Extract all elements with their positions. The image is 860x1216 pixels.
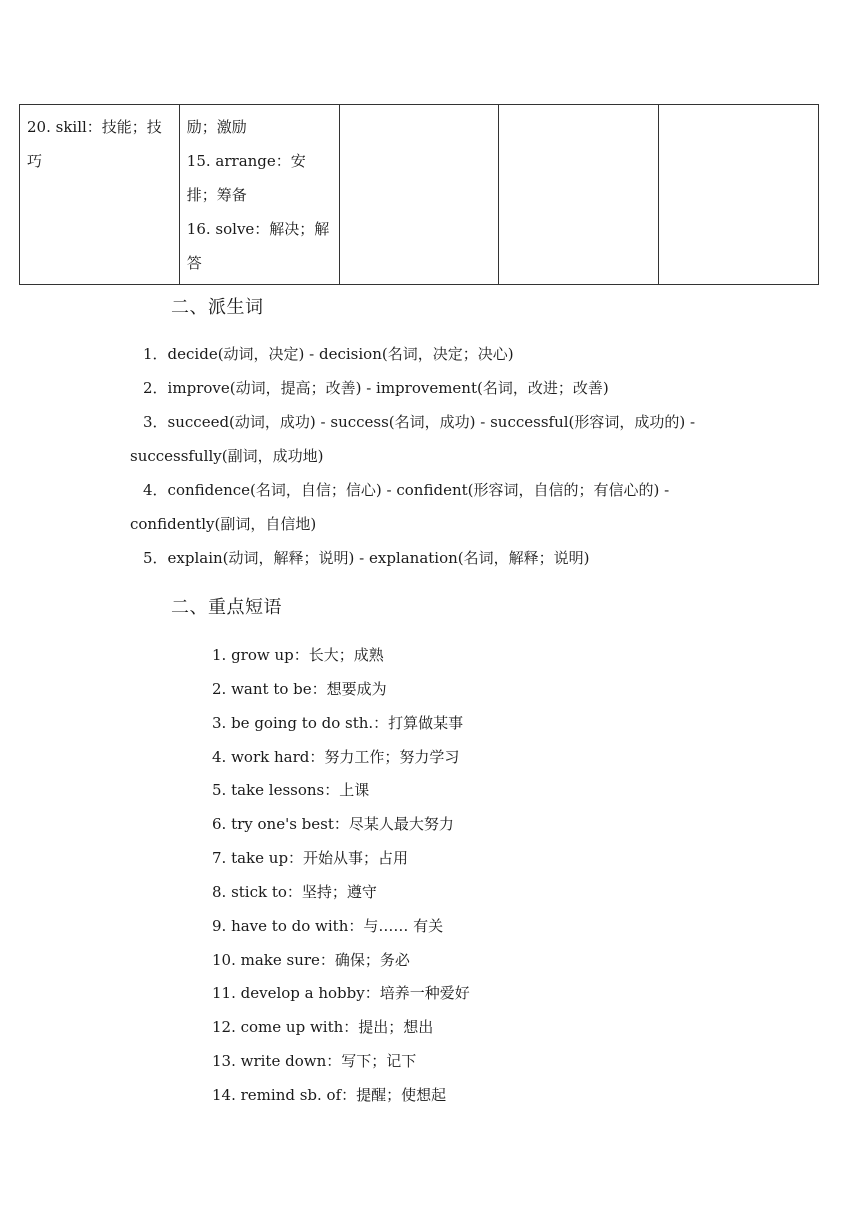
- phrase-item: 13. write down：写下；记下: [212, 1052, 417, 1071]
- phrase-item: 7. take up：开始从事；占用: [212, 849, 409, 868]
- cell-text: 15. arrange：安排；筹备: [186, 152, 306, 204]
- cell-text: 16. solve：解决；解答: [186, 220, 330, 272]
- table-cell-2: [179, 105, 339, 285]
- phrase-item: 1. grow up：长大；成熟: [212, 646, 384, 664]
- phrase-item: 10. make sure：确保；务必: [212, 950, 410, 969]
- derivative-item: 3．succeed(动词，成功) - success(名词，成功) - successful(形容词，成功的) - successfully(副词，成功地): [130, 413, 696, 465]
- phrases-list: [212, 639, 470, 1113]
- cell-text: 励；激励: [186, 118, 247, 136]
- phrase-item: 6. try one's best：尽某人最大努力: [212, 815, 454, 834]
- phrase-item: 14. remind sb. of：提醒；使想起: [212, 1085, 447, 1104]
- table-row: [20, 105, 819, 285]
- derivative-item: 4．confidence(名词，自信；信心) - confident(形容词，自信的；有信心的) - confidently(副词，自信地): [130, 481, 670, 533]
- table-cell-4: [499, 105, 659, 285]
- phrase-item: 5. take lessons：上课: [212, 781, 370, 800]
- cell-text: 20. skill：技能；技巧: [27, 118, 162, 170]
- table-cell-5: [659, 105, 819, 285]
- phrase-item: 8. stick to：坚持；遵守: [212, 882, 377, 901]
- phrase-item: 11. develop a hobby：培养一种爱好: [212, 984, 470, 1003]
- phrase-item: 2. want to be：想要成为: [212, 679, 387, 698]
- derivative-item: 1．decide(动词，决定) - decision(名词，决定；决心): [143, 345, 514, 363]
- derivatives-list: [130, 337, 740, 575]
- phrase-item: 9. have to do with：与…… 有关: [212, 916, 444, 935]
- derivatives-title: 二、派生词: [171, 297, 264, 318]
- vocabulary-table: [19, 104, 819, 285]
- phrase-item: 3. be going to do sth.：打算做某事: [212, 713, 464, 732]
- phrases-title: 二、重点短语: [171, 597, 282, 618]
- derivative-item: 5．explain(动词，解释；说明) - explanation(名词，解释；说明): [143, 549, 590, 567]
- table-cell-1: [20, 105, 180, 285]
- table-cell-3: [339, 105, 499, 285]
- derivative-item: 2．improve(动词，提高；改善) - improvement(名词，改进；改善): [143, 379, 609, 397]
- phrase-item: 12. come up with：提出；想出: [212, 1018, 434, 1037]
- phrase-item: 4. work hard：努力工作；努力学习: [212, 747, 460, 766]
